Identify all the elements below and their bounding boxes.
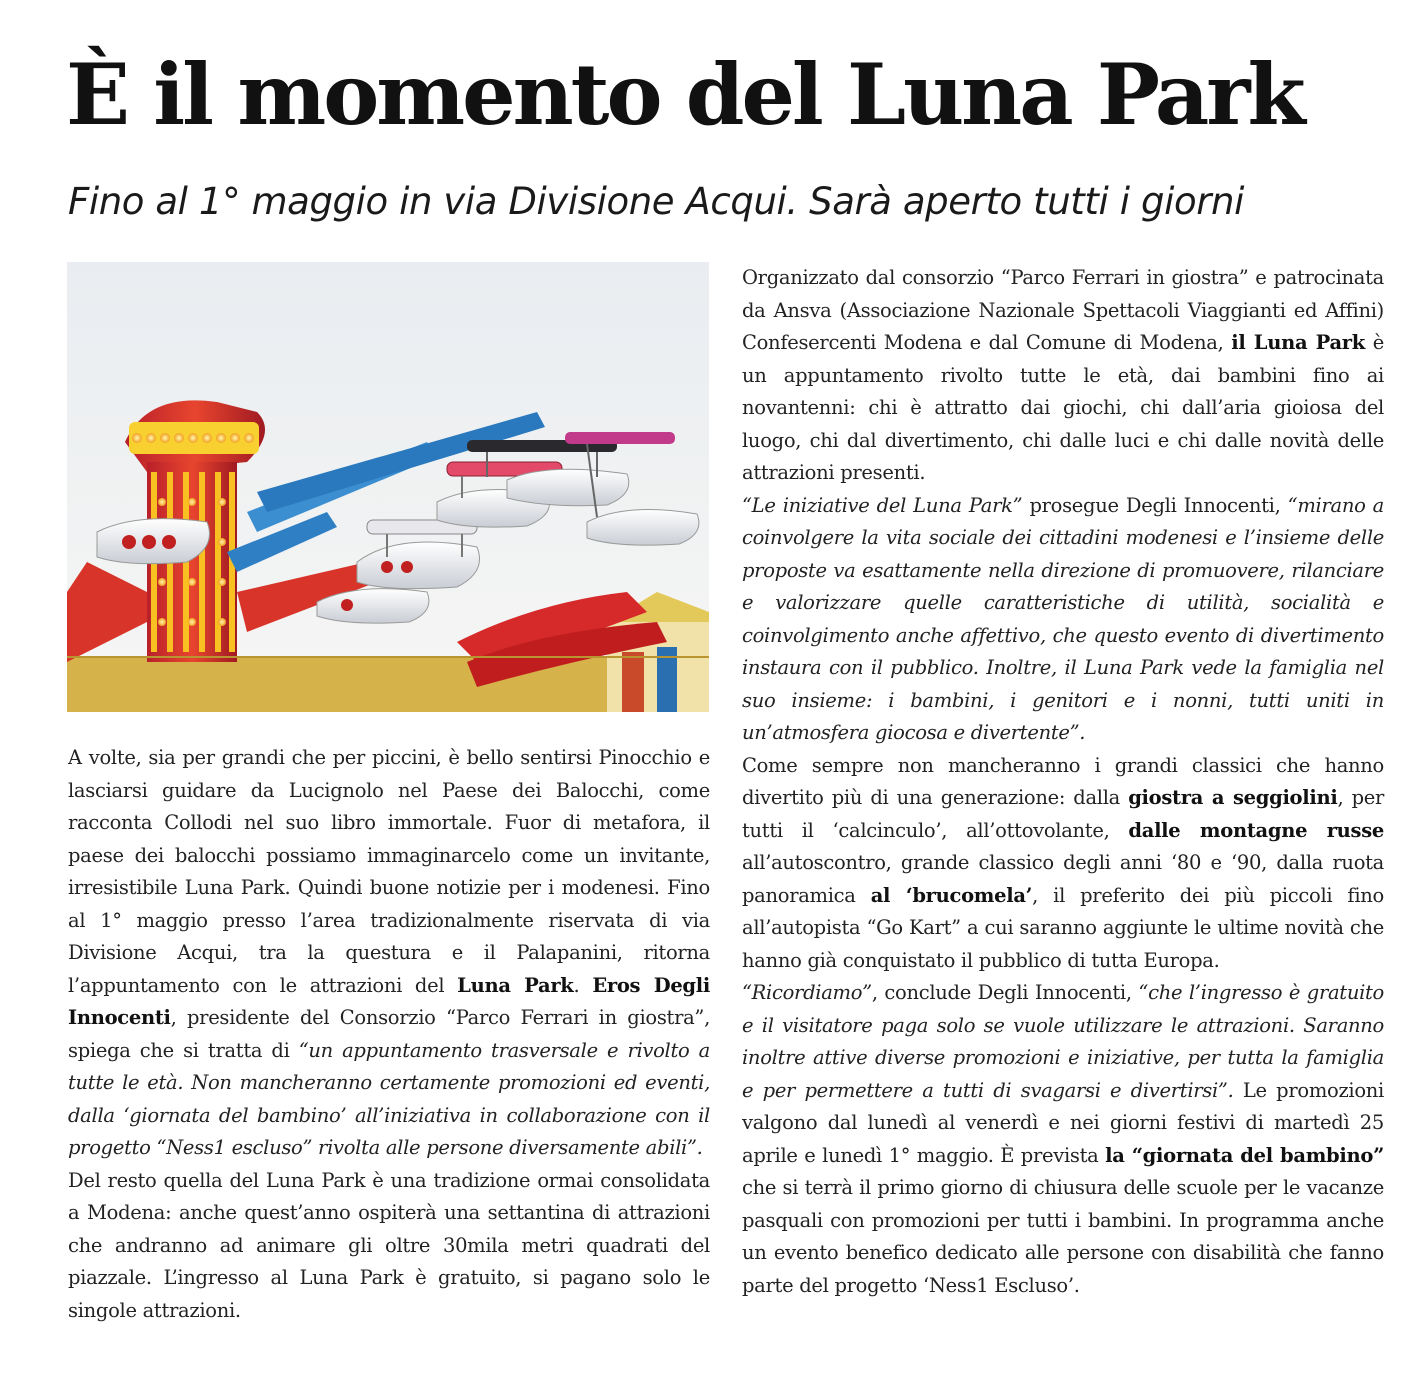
text-run: prosegue Degli Innocenti, [1022,493,1288,517]
text-run: . [573,973,593,997]
text-run: al ‘brucomela’ [870,883,1033,907]
text-run: “un appuntamento trasversale e rivolto a tutte le età. Non mancheranno certamente promozioni ed eventi, dalla ‘giornata del bambino’ all’iniziativa in collaborazione con il progetto “Ness1 escluso” rivolta alle persone diversamente abili”. [68,1038,710,1159]
right-column [742,262,1384,1302]
article-subhead: Fino al 1° maggio in via Divisione Acqui. Sarà aperto tutti i giorni [68,180,1244,223]
text-run: “Le iniziative del Luna Park” [742,493,1023,517]
text-run: Come sempre non mancheranno i grandi classici che hanno divertito più di una generazione: dalla [742,753,1384,809]
text-run: , presidente del Consorzio “Parco Ferrari in giostra”, spiega che si tratta di [68,1006,710,1062]
text-run: “che l’ingresso è gratuito e il visitatore paga solo se vuole utilizzare le attrazioni. Saranno inoltre attive diverse promozioni e iniziative, per tutta la famiglia e per permettere a tutti di svagarsi e divertirsi”. [742,981,1384,1102]
paragraph [742,750,1384,978]
text-run: il Luna Park [1231,331,1365,354]
text-run: Luna Park [457,973,574,997]
left-column [68,742,710,1327]
text-run: A volte, sia per grandi che per piccini, è bello sentirsi Pinocchio e lasciarsi guidare da Lucignolo nel Paese dei Balocchi, come racconta Collodi nel suo libro immortale. Fuor di metafora, il paese dei balocchi possiamo immaginarcelo come un invitante, irresistibile Luna Park. Quindi buone notizie per i modenesi. Fino al 1° maggio presso l’area tradizionalmente riservata di via Divisione Acqui, tra la questura e il Palapanini, ritorna l’appuntamento con le attrazioni del [68,746,710,997]
text-run: , conclude Degli Innocenti, [871,981,1139,1004]
amusement-ride-photo [67,262,709,712]
text-run: Eros Degli Innocenti [68,973,710,1029]
text-run: “Ricordiamo” [742,981,872,1004]
text-run: Del resto quella del Luna Park è una tradizione ormai consolidata a Modena: anche quest’anno ospiterà una settantina di attrazioni che andranno ad animare gli oltre 30mila metri quadrati del piazzale. L’ingresso al Luna Park è gratuito, si pagano solo le singole attrazioni. [68,1168,710,1322]
text-run: Le promozioni valgono dal lunedì al venerdì e nei giorni festivi di martedì 25 aprile e lunedì 1° maggio. È prevista [742,1078,1384,1167]
text-run: , il preferito dei più piccoli fino all’autopista “Go Kart” a cui saranno aggiunte le ultime novità che hanno già conquistato il pubblico di tutta Europa. [742,883,1384,972]
text-run: dalle montagne russe [1128,818,1385,842]
paragraph [68,1165,710,1328]
paragraph [742,262,1384,490]
text-run: “mirano a coinvolgere la vita sociale dei cittadini modenesi e l’insieme delle proposte va esattamente nella direzione di promuovere, rilanciare e valorizzare quelle caratteristiche di utilità, socialità e coinvolgimento anche affettivo, che questo evento di divertimento instaura con il pubblico. Inoltre, il Luna Park vede la famiglia nel suo insieme: i bambini, i genitori e i nonni, tutti uniti in un’atmosfera giocosa e divertente”. [742,493,1384,744]
text-run: , per tutti il ‘calcinculo’, all’ottovolante, [742,786,1385,842]
text-run: all’autoscontro, grande classico degli anni ‘80 e ‘90, dalla ruota panoramica [742,851,1384,907]
paragraph [742,490,1384,750]
paragraph [68,742,710,1165]
text-run: giostra a seggiolini [1128,786,1338,809]
text-run: la “giornata del bambino” [1105,1143,1384,1167]
text-run: è un appuntamento rivolto tutte le età, dai bambini fino ai novantenni: chi è attratto dai giochi, chi dall’aria gioiosa del luogo, chi dal divertimento, chi dalle luci e chi dalle novità delle attrazioni presenti. [742,331,1384,484]
paragraph [742,977,1384,1302]
text-run: Organizzato dal consorzio “Parco Ferrari in giostra” e patrocinata da Ansva (Associazione Nazionale Spettacoli Viaggianti ed Affini) Confesercenti Modena e dal Comune di Modena, [742,266,1384,354]
article-headline: È il momento del Luna Park [66,45,1303,144]
text-run: che si terrà il primo giorno di chiusura delle scuole per le vacanze pasquali con promozioni per tutti i bambini. In programma anche un evento benefico dedicato alle persone con disabilità che fanno parte del progetto ‘Ness1 Escluso’. [742,1176,1384,1297]
